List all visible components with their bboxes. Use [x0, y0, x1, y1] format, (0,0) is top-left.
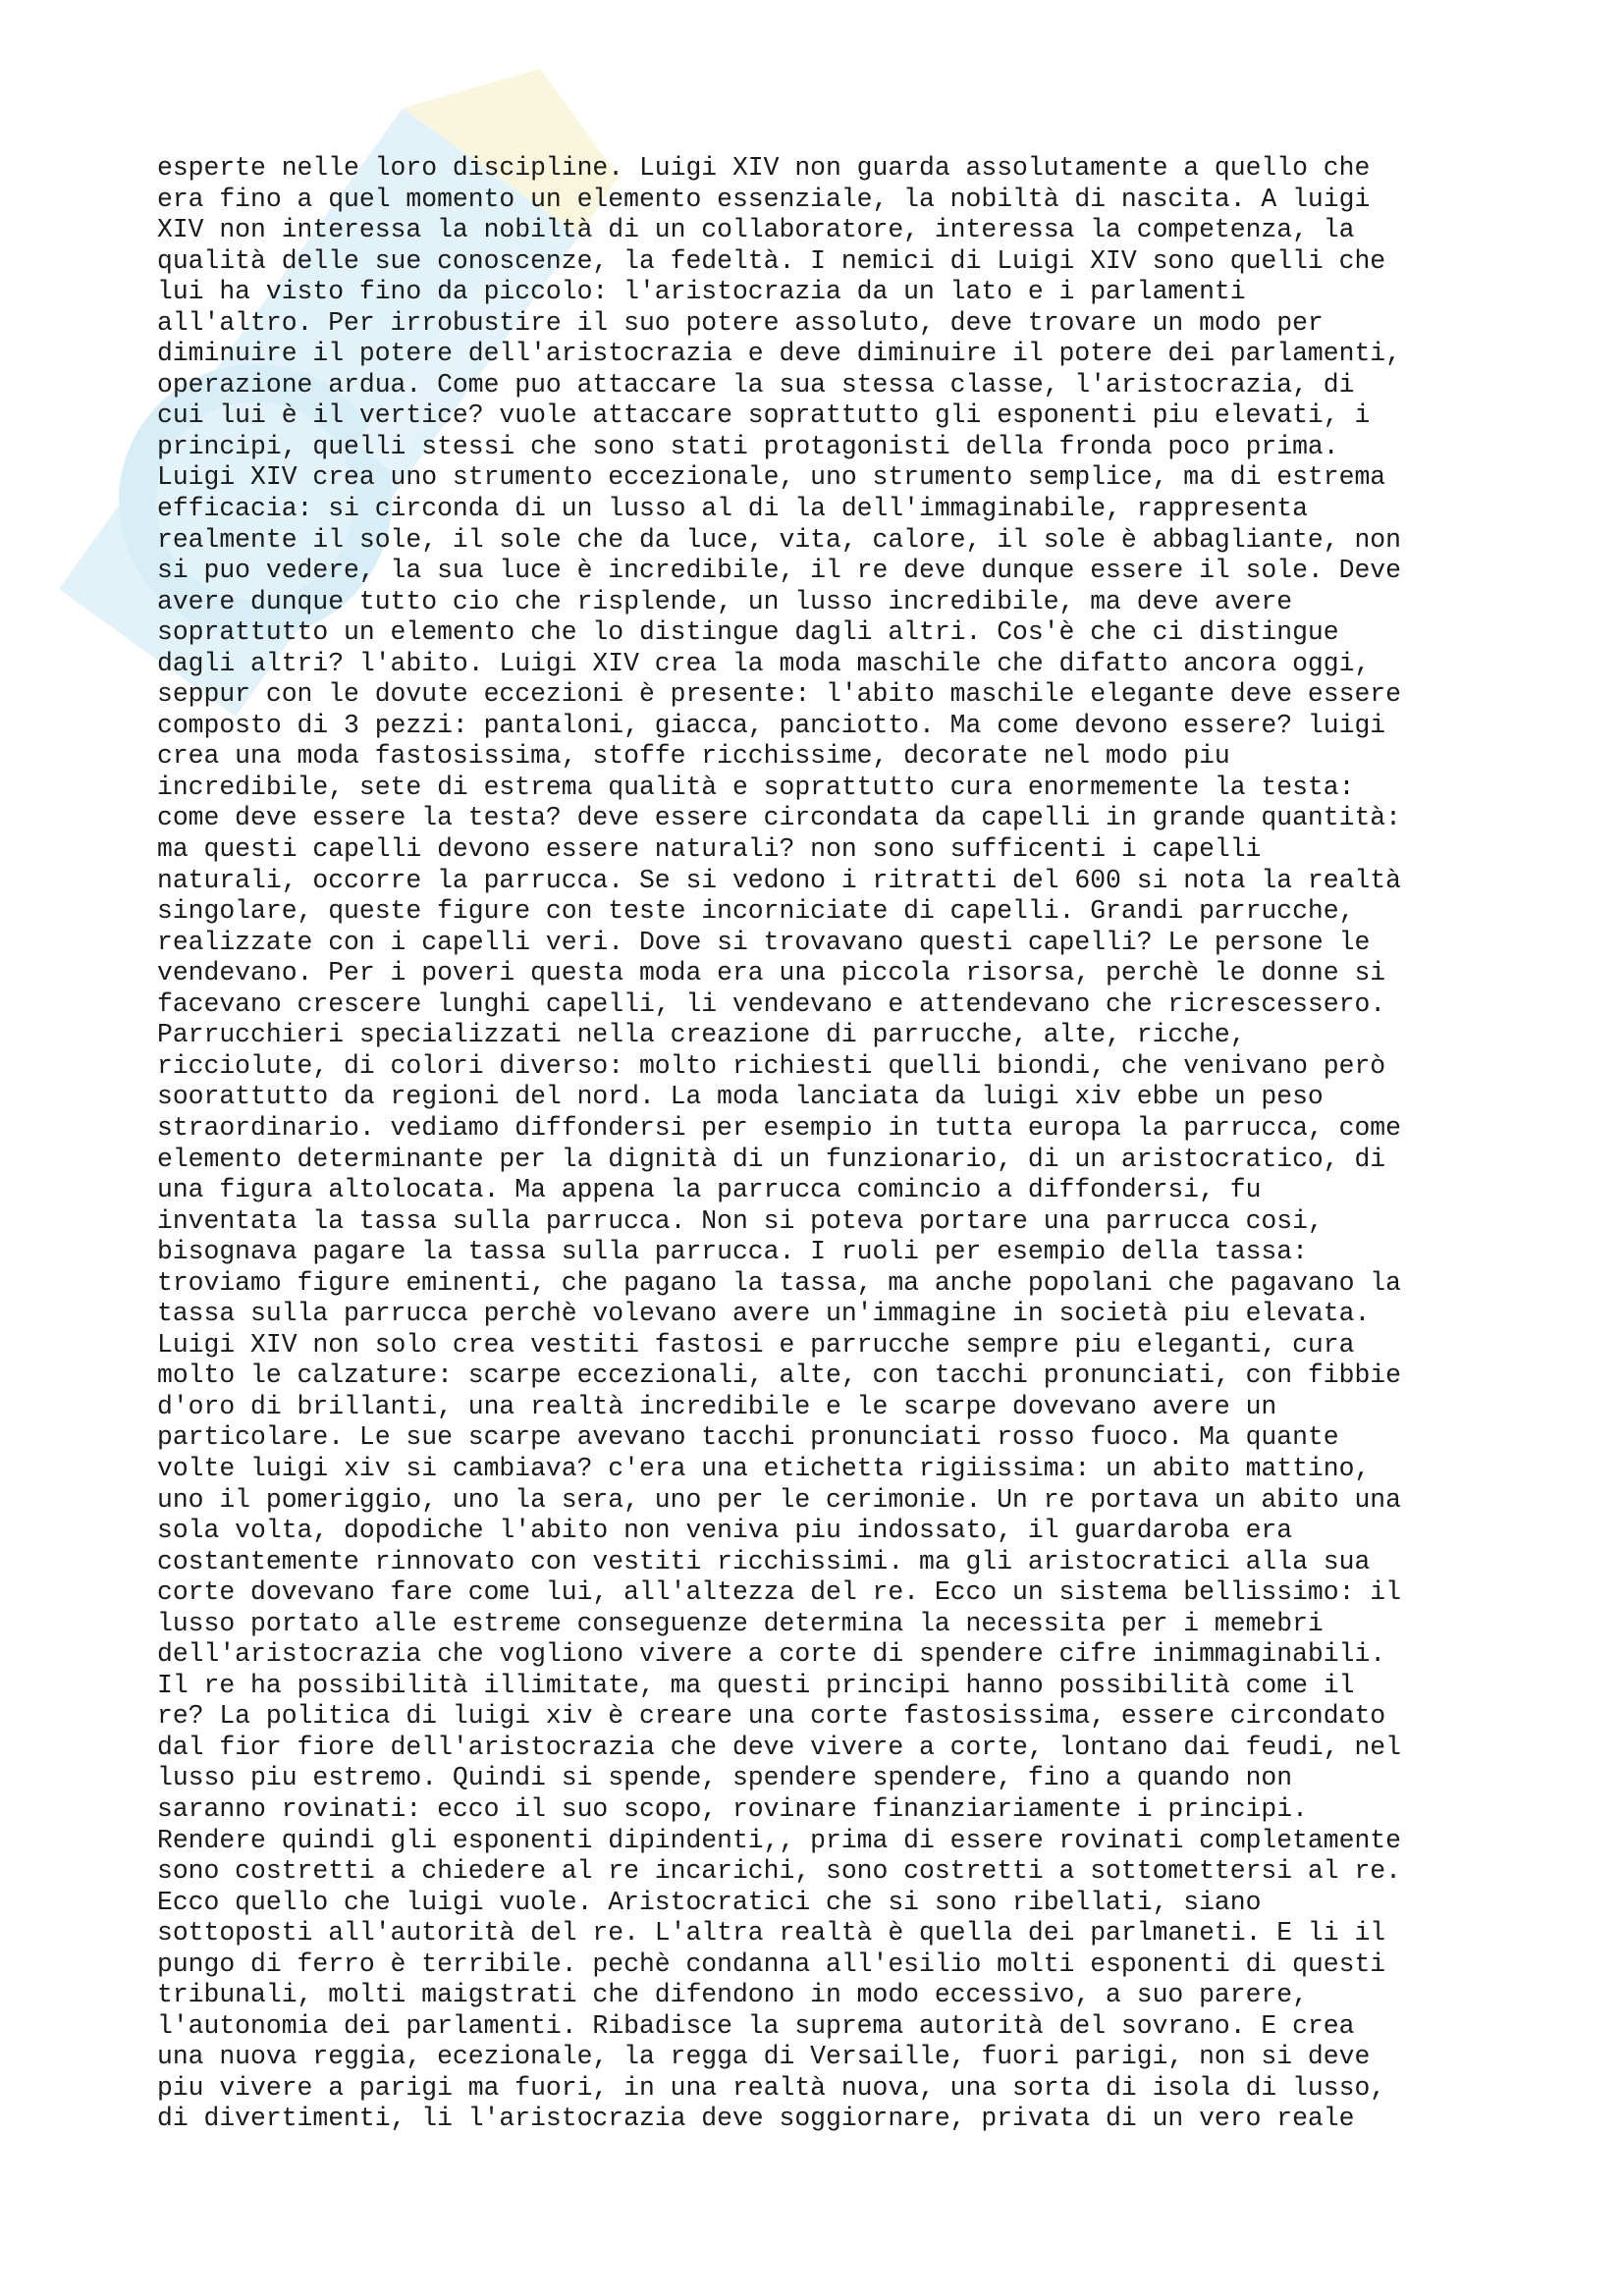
text-line: cui lui è il vertice? vuole attaccare soprattutto gli esponenti piu elevati, i [157, 400, 1371, 431]
text-line: diminuire il potere dell'aristocrazia e deve diminuire il potere dei parlamenti, [157, 339, 1401, 369]
text-line: tassa sulla parrucca perchè volevano avere un'immagine in società piu elevata. [157, 1299, 1371, 1329]
text-line: facevano crescere lunghi capelli, li vendevano e attendevano che ricrescessero. [157, 988, 1386, 1019]
text-line: piu vivere a parigi ma fuori, in una realtà nuova, una sorta di isola di lusso, [157, 2072, 1386, 2103]
text-line: esperte nelle loro discipline. Luigi XIV non guarda assolutamente a quello che [157, 153, 1371, 183]
text-line: dell'aristocrazia che vogliono vivere a corte di spendere cifre inimmaginabili. [157, 1639, 1386, 1670]
document-body [157, 153, 1532, 2135]
text-line: qualità delle sue conoscenze, la fedeltà. I nemici di Luigi XIV sono quelli che [157, 245, 1386, 276]
text-line: Rendere quindi gli esponenti dipindenti,, prima di essere rovinati completamente [157, 1825, 1401, 1855]
text-line: Il re ha possibilità illimitate, ma questi principi hanno possibilità come il [157, 1670, 1355, 1700]
text-line: vendevano. Per i poveri questa moda era una piccola risorsa, perchè le donne si [157, 958, 1386, 988]
text-line: all'altro. Per irrobustire il suo potere assoluto, deve trovare un modo per [157, 307, 1324, 338]
text-line: una figura altolocata. Ma appena la parrucca comincio a diffondersi, fu [157, 1175, 1262, 1205]
text-line: particolare. Le sue scarpe avevano tacchi pronunciati rosso fuoco. Ma quante [157, 1422, 1339, 1453]
text-line: XIV non interessa la nobiltà di un collaboratore, interessa la competenza, la [157, 215, 1355, 245]
text-line: pungo di ferro è terribile. pechè condanna all'esilio molti esponenti di questi [157, 1949, 1386, 1979]
text-line: crea una moda fastosissima, stoffe ricchissime, decorate nel modo piu [157, 741, 1230, 772]
text-line: ricciolute, di colori diverso: molto richiesti quelli biondi, che venivano però [157, 1050, 1386, 1081]
text-line: elemento determinante per la dignità di un funzionario, di un aristocratico, di [157, 1144, 1386, 1174]
text-line: come deve essere la testa? deve essere circondata da capelli in grande quantità: [157, 803, 1401, 833]
text-line: sola volta, dopodiche l'abito non veniva piu indossato, il guardaroba era [157, 1516, 1293, 1546]
text-line: saranno rovinati: ecco il suo scopo, rovinare finanziariamente i principi. [157, 1793, 1308, 1824]
text-line: operazione ardua. Come puo attaccare la sua stessa classe, l'aristocrazia, di [157, 369, 1355, 400]
text-line: naturali, occorre la parrucca. Se si vedono i ritratti del 600 si nota la realtà [157, 865, 1401, 895]
text-line: Luigi XIV non solo crea vestiti fastosi e parrucche sempre piu eleganti, cura [157, 1329, 1355, 1360]
text-line: straordinario. vediamo diffondersi per esempio in tutta europa la parrucca, come [157, 1112, 1401, 1143]
text-line: soprattutto un elemento che lo distingue dagli altri. Cos'è che ci distingue [157, 617, 1339, 648]
text-line: seppur con le dovute eccezioni è presente: l'abito maschile elegante deve essere [157, 679, 1401, 710]
text-line: volte luigi xiv si cambiava? c'era una etichetta rigiissima: un abito mattino, [157, 1453, 1371, 1483]
text-line: efficacia: si circonda di un lusso al di la dell'immaginabile, rappresenta [157, 494, 1308, 524]
text-line: costantemente rinnovato con vestiti ricchissimi. ma gli aristocratici alla sua [157, 1546, 1371, 1576]
text-line: singolare, queste figure con teste incorniciate di capelli. Grandi parrucche, [157, 896, 1355, 927]
text-line: si puo vedere, la sua luce è incredibile, il re deve dunque essere il sole. Deve [157, 556, 1401, 586]
text-line: principi, quelli stessi che sono stati protagonisti della fronda poco prima. [157, 431, 1339, 461]
text-line: troviamo figure eminenti, che pagano la tassa, ma anche popolani che pagavano la [157, 1267, 1401, 1298]
text-line: ma questi capelli devono essere naturali? non sono sufficenti i capelli [157, 834, 1262, 865]
text-line: d'oro di brillanti, una realtà incredibile e le scarpe dovevano avere un [157, 1391, 1277, 1421]
text-line: Ecco quello che luigi vuole. Aristocratici che si sono ribellati, siano [157, 1887, 1262, 1917]
text-line: di divertimenti, li l'aristocrazia deve soggiornare, privata di un vero reale [157, 2104, 1355, 2134]
text-line: Luigi XIV crea uno strumento eccezionale, uno strumento semplice, ma di estrema [157, 462, 1386, 493]
text-line: incredibile, sete di estrema qualità e soprattutto cura enormemente la testa: [157, 772, 1355, 802]
text-line: lusso portato alle estreme conseguenze determina la necessita per i memebri [157, 1608, 1324, 1638]
text-line: inventata la tassa sulla parrucca. Non si poteva portare una parrucca cosi, [157, 1205, 1324, 1236]
text-line: una nuova reggia, ecezionale, la regga di Versaille, fuori parigi, non si deve [157, 2042, 1371, 2072]
text-line: corte dovevano fare come lui, all'altezza del re. Ecco un sistema bellissimo: il [157, 1577, 1401, 1608]
text-line: realizzate con i capelli veri. Dove si trovavano questi capelli? Le persone le [157, 927, 1371, 957]
text-line: dagli altri? l'abito. Luigi XIV crea la moda maschile che difatto ancora oggi, [157, 648, 1371, 678]
text-line: realmente il sole, il sole che da luce, vita, calore, il sole è abbagliante, non [157, 524, 1401, 555]
text-line: sottoposti all'autorità del re. L'altra realtà è quella dei parlmaneti. E li il [157, 1918, 1386, 1949]
text-line: l'autonomia dei parlamenti. Ribadisce la suprema autorità del sovrano. E crea [157, 2010, 1355, 2041]
text-line: molto le calzature: scarpe eccezionali, alte, con tacchi pronunciati, con fibbie [157, 1361, 1401, 1391]
text-line: composto di 3 pezzi: pantaloni, giacca, panciotto. Ma come devono essere? luigi [157, 710, 1386, 740]
text-line: dal fior fiore dell'aristocrazia che deve vivere a corte, lontano dai feudi, nel [157, 1732, 1401, 1762]
text-line: Parrucchieri specializzati nella creazione di parrucche, alte, ricche, [157, 1020, 1246, 1050]
text-line: avere dunque tutto cio che risplende, un lusso incredibile, ma deve avere [157, 586, 1293, 616]
text-line: soorattutto da regioni del nord. La moda lanciata da luigi xiv ebbe un peso [157, 1082, 1324, 1112]
text-line: lui ha visto fino da piccolo: l'aristocrazia da un lato e i parlamenti [157, 277, 1246, 307]
text-line: tribunali, molti maigstrati che difendono in modo eccessivo, a suo parere, [157, 1980, 1308, 2010]
text-line: bisognava pagare la tassa sulla parrucca. I ruoli per esempio della tassa: [157, 1237, 1308, 1267]
text-line: era fino a quel momento un elemento essenziale, la nobiltà di nascita. A luigi [157, 184, 1371, 214]
text-line: uno il pomeriggio, uno la sera, uno per le cerimonie. Un re portava un abito una [157, 1484, 1401, 1515]
text-line: re? La politica di luigi xiv è creare una corte fastosissima, essere circondato [157, 1701, 1386, 1732]
text-line: sono costretti a chiedere al re incarichi, sono costretti a sottomettersi al re. [157, 1856, 1401, 1887]
text-line: lusso piu estremo. Quindi si spende, spendere spendere, fino a quando non [157, 1763, 1293, 1793]
